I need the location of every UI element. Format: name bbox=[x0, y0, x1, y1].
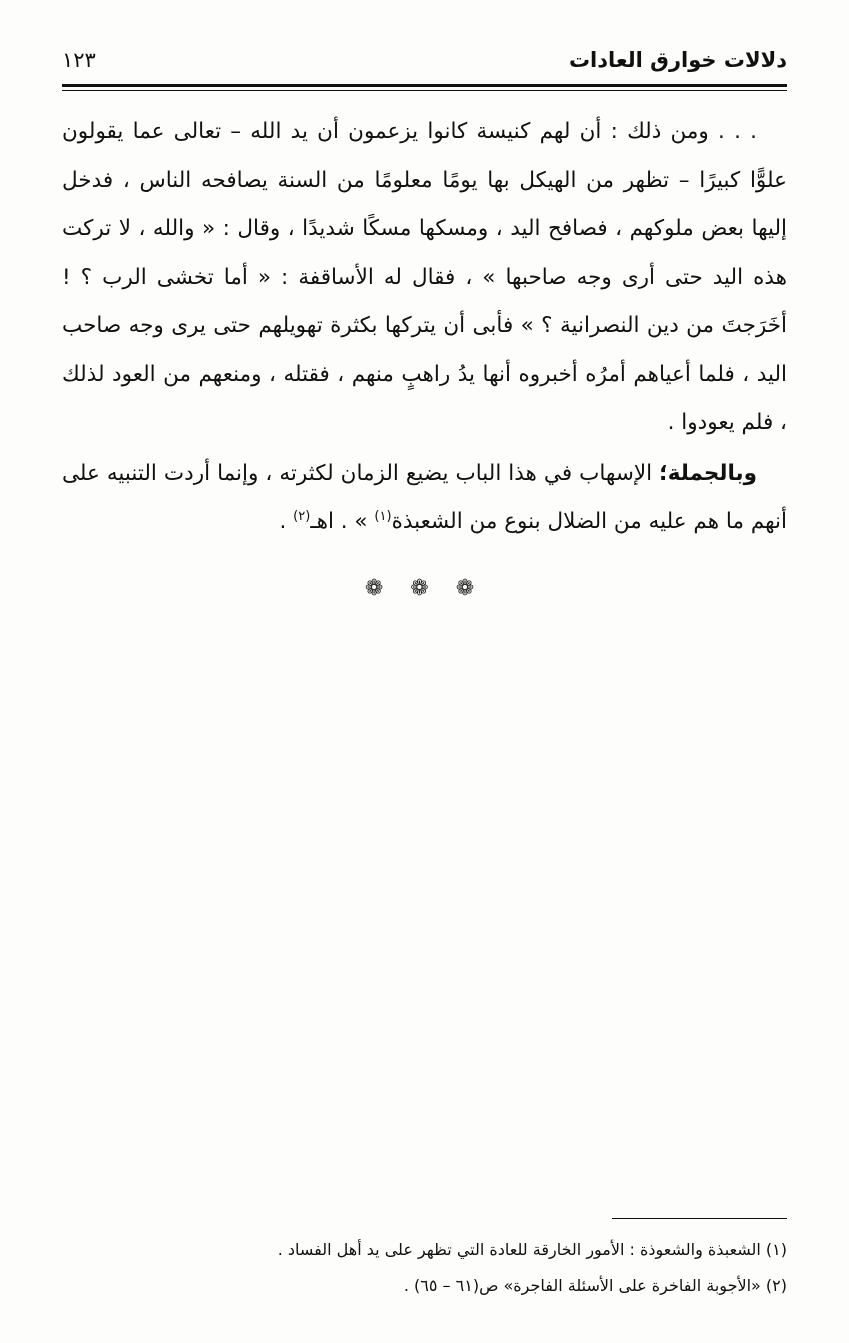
paragraph-2-mid: » . اهـ bbox=[310, 509, 375, 534]
paragraph-2 bbox=[62, 450, 787, 547]
footnote-ref-2: (٢) bbox=[293, 508, 311, 524]
footnote-separator bbox=[612, 1218, 787, 1219]
paragraph-1: . . . ومن ذلك : أن لهم كنيسة كانوا يزعمون أن يد الله – تعالى عما يقولون علوًّا كبيرًا – تظهر من الهيكل بها يومًا معلومًا من السنة يصافحه الناس ، فدخل إليها بعض ملوكهم ، فصافح اليد ، ومسكها مسكًا شديدًا ، وقال : « والله ، لا تركت هذه اليد حتى أرى وجه صاحبها » ، فقال له الأساقفة : « أما تخشى الرب ؟ ! أخَرَجتَ من دين النصرانية ؟ » فأبى أن يتركها بكثرة تهويلهم حتى يرى وجه صاحب اليد ، فلما أعياهم أمرُه أخبروه أنها يدُ راهبٍ منهم ، فقتله ، ومنعهم من العود لذلك ، فلم يعودوا . bbox=[62, 119, 787, 435]
footnote-1: (١) الشعبذة والشعوذة : الأمور الخارقة للعادة التي تظهر على يد أهل الفساد . bbox=[277, 1240, 787, 1259]
page-header bbox=[62, 44, 787, 84]
running-title: دلالات خوارق العادات bbox=[568, 48, 787, 72]
footnotes bbox=[62, 1232, 787, 1304]
main-text bbox=[62, 108, 787, 547]
footnote-ref-1: (١) bbox=[374, 508, 392, 524]
section-ornament: ❁ ❁ ❁ bbox=[364, 576, 485, 601]
paragraph-2-lead: وبالجملة؛ bbox=[659, 460, 757, 486]
footnote-2: (٢) «الأجوبة الفاخرة على الأسئلة الفاجرة» ص(٦١ – ٦٥) . bbox=[403, 1276, 787, 1295]
header-rule-thin bbox=[62, 90, 787, 91]
paragraph-2-text: الإسهاب في هذا الباب يضيع الزمان لكثرته ، وإنما أردت التنبيه على أنهم ما هم عليه من الضلال بنوع من الشعبذة bbox=[62, 460, 787, 534]
header-rule-thick bbox=[62, 84, 787, 87]
page-number: ١٢٣ bbox=[62, 48, 96, 72]
paragraph-2-end: . bbox=[279, 509, 294, 534]
